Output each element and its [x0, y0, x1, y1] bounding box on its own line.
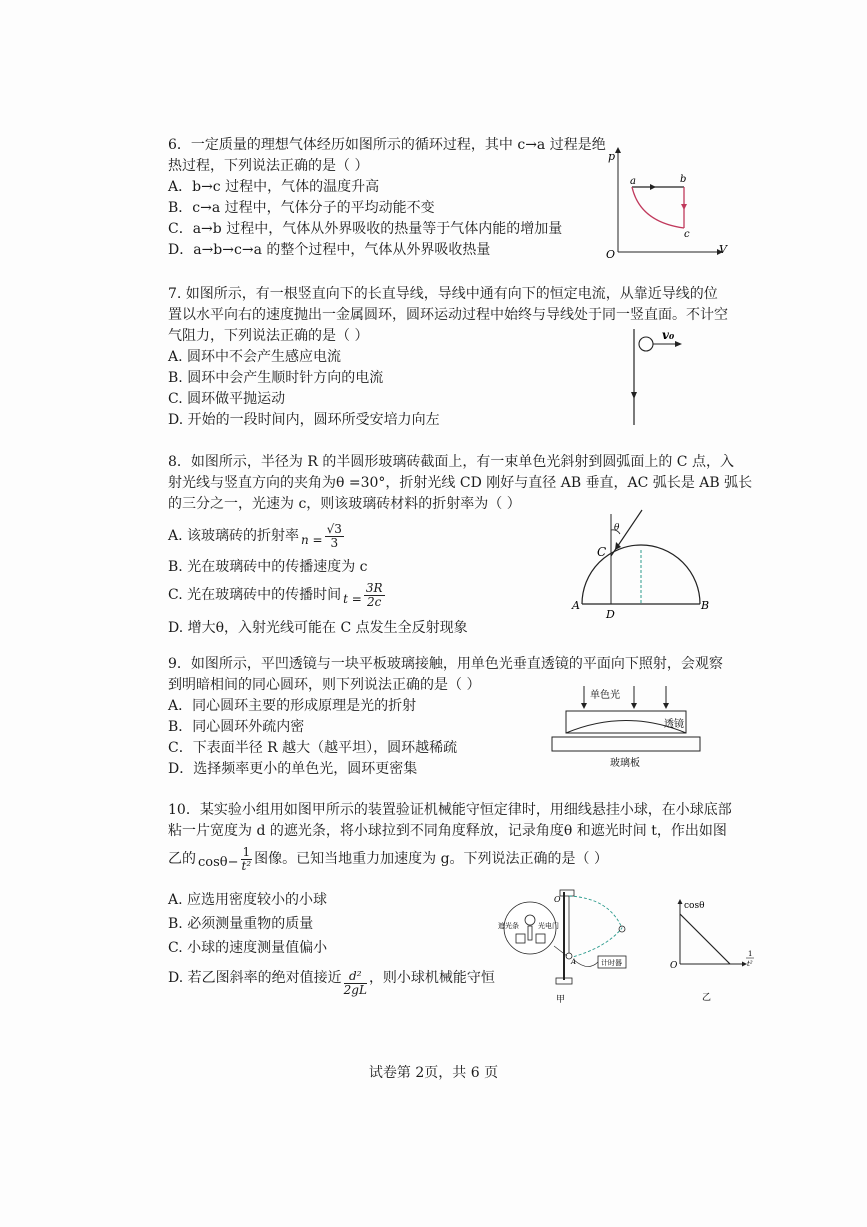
light-arrow-1 [581, 703, 587, 709]
q8-option-c-num: 3R [365, 580, 383, 595]
current-arrow [631, 392, 637, 399]
q10-line-3-post: 图像。已知当地重力加速度为 g。下列说法正确的是（ ） [254, 850, 609, 867]
velocity-arrow [675, 341, 682, 347]
plate-label: 玻璃板 [610, 758, 640, 769]
q8-option-a-fraction [325, 523, 344, 550]
page-footer: 试卷第 2页，共 6 页 [368, 1065, 499, 1081]
q8-option-d: D. 增大θ，入射光线可能在 C 点发生全反射现象 [168, 620, 468, 636]
p-label: p [608, 150, 616, 163]
q9-option-c: C．下表面半径 R 越大（越平坦），圆环越稀疏 [168, 740, 458, 756]
pivot-o-label: O [554, 895, 561, 904]
stand-top [560, 890, 574, 896]
q10-apparatus-figure [494, 888, 644, 1006]
q7-wire-diagram [620, 325, 700, 430]
q6-option-d: D．a→b→c→a 的整个过程中，气体从外界吸收热量 [168, 242, 491, 258]
point-b: b [680, 174, 687, 185]
ab-arrow [650, 184, 656, 190]
q9-option-b: B．同心圆环外疏内密 [168, 719, 305, 735]
caption-jia: 甲 [556, 995, 566, 1005]
light-arrow-3 [663, 703, 669, 709]
point-c: c [684, 229, 690, 240]
bc-arrow [681, 204, 687, 210]
q7-line-2: 置以水平向右的速度抛出一金属圆环，圆环运动过程中始终与导线处于同一竖直面。不计空 [168, 307, 728, 323]
q9-option-a: A．同心圆环主要的形成原理是光的折射 [168, 698, 417, 714]
q10-line-3 [168, 842, 732, 876]
q8-option-a-num: √3 [326, 521, 342, 536]
q10-line-3-lhs: cosθ− [198, 854, 239, 870]
zoom-pointer [554, 946, 567, 956]
q6-line-2: 热过程，下列说法正确的是（ ） [168, 158, 369, 174]
q6-pv-diagram [600, 140, 730, 260]
q10-option-d-pre: D. 若乙图斜率的绝对值接近 [168, 969, 342, 986]
q10-option-d [168, 961, 732, 995]
q7-line-1: 7. 如图所示，有一根竖直向下的长直导线，导线中通有向下的恒定电流，从靠近导线的位 [168, 286, 718, 302]
point-a-label: A [572, 599, 580, 612]
q8-option-c-den: 2c [366, 594, 382, 609]
q10-option-d-den: 2gL [343, 982, 367, 997]
q10-option-a: A. 应选用密度较小的小球 [168, 892, 328, 908]
theta-label: θ [614, 523, 620, 533]
q10-option-c: C. 小球的速度测量值偏小 [168, 940, 328, 956]
v-label: V [719, 243, 727, 256]
light-arrow-2 [631, 703, 637, 709]
q10-line-3-pre: 乙的 [168, 850, 196, 867]
q7-option-d: D. 开始的一段时间内，圆环所受安培力向左 [168, 412, 440, 428]
graph-y-label: cosθ [684, 901, 705, 911]
question-6 [168, 135, 606, 261]
swing-path-line [569, 896, 622, 928]
ball-released [619, 926, 625, 932]
point-b-label: B [701, 599, 710, 612]
q10-line-2: 粘一片宽度为 d 的遮光条，将小球拉到不同角度释放，记录角度θ 和遮光时间 t，作出如图 [168, 823, 727, 839]
q8-line-2: 射光线与竖直方向的夹角为θ =30°，折射光线 CD 刚好与直径 AB 垂直，AC 弧长是 AB 弧长 [168, 475, 753, 491]
point-d-label: D [606, 608, 615, 621]
q10-line-3-den: t² [241, 858, 252, 873]
q8-line-1: 8．如图所示，半径为 R 的半圆形玻璃砖截面上，有一束单色光斜射到圆弧面上的 C 点，入 [168, 454, 734, 470]
graph-origin-label: O [670, 961, 678, 971]
q8-semicircle-diagram [570, 508, 720, 623]
ca-curve [632, 187, 684, 228]
graph-x-num: 1 [748, 950, 753, 958]
glass-plate [552, 737, 700, 751]
q6-option-c: C．a→b 过程中，气体从外界吸收的热量等于气体内能的增加量 [168, 221, 563, 237]
origin-label: O [606, 248, 616, 261]
q9-lens-diagram [548, 684, 708, 774]
point-c-label: C [597, 545, 607, 559]
q6-line-1: 6．一定质量的理想气体经历如图所示的循环过程，其中 c→a 过程是绝 [168, 137, 606, 153]
graph-line [680, 914, 730, 964]
v0-label: v₀ [662, 328, 675, 342]
graph-x-den: t² [747, 960, 753, 968]
q8-option-c-fraction [364, 582, 385, 609]
q8-option-a-den: 3 [330, 535, 339, 550]
caption-yi: 乙 [702, 993, 712, 1003]
q10-line-3-fraction [241, 846, 253, 873]
gate-label: 光电门 [538, 922, 559, 930]
shade-label: 遮光条 [498, 922, 519, 930]
q9-line-1: 9．如图所示，平凹透镜与一块平板玻璃接触，用单色光垂直透镜的平面向下照射，会观察 [168, 656, 723, 672]
q6-option-a: A．b→c 过程中，气体的温度升高 [168, 179, 380, 195]
question-10 [168, 800, 732, 995]
q8-option-c-text: C. 光在玻璃砖中的传播时间 [168, 586, 342, 603]
q7-line-3: 气阻力，下列说法正确的是（ ） [168, 328, 369, 344]
q7-option-b: B. 圆环中会产生顺时针方向的电流 [168, 370, 384, 386]
q9-line-2: 到明暗相间的同心圆环，则下列说法正确的是（ ） [168, 677, 481, 693]
q8-option-a-text: A. 该玻璃砖的折射率 [168, 527, 300, 544]
q6-option-b: B．c→a 过程中，气体分子的平均动能不变 [168, 200, 435, 216]
point-a-label: A [571, 958, 577, 966]
metal-ring [639, 337, 653, 351]
q10-option-b: B. 必须测量重物的质量 [168, 916, 314, 932]
q8-option-c-lhs: t = [343, 591, 362, 606]
q10-line-1: 10．某实验小组用如图甲所示的装置验证机械能守恒定律时，用细线悬挂小球，在小球底部 [168, 802, 732, 818]
q10-option-d-num: d² [344, 970, 367, 984]
light-label: 单色光 [590, 690, 620, 701]
q10-graph-figure [668, 896, 758, 1004]
lens-label: 透镜 [664, 719, 684, 730]
q9-option-d: D．选择频率更小的单色光，圆环更密集 [168, 761, 418, 777]
q10-line-3-num: 1 [242, 844, 251, 859]
q7-option-a: A. 圆环中不会产生感应电流 [168, 349, 342, 365]
point-a: a [630, 176, 636, 187]
swing-arc [569, 928, 622, 958]
timer-label: 计时器 [601, 959, 622, 967]
q8-option-a-lhs: n = [301, 532, 323, 547]
timer-wire [574, 960, 598, 967]
q7-option-c: C. 圆环做平抛运动 [168, 391, 286, 407]
q10-option-d-post: ，则小球机械能守恒 [368, 969, 495, 986]
q8-option-b: B. 光在玻璃砖中的传播速度为 c [168, 559, 368, 575]
q10-option-d-fraction [344, 970, 367, 997]
q8-line-3: 的三分之一，光速为 c，则该玻璃砖材料的折射率为（ ） [168, 496, 521, 512]
